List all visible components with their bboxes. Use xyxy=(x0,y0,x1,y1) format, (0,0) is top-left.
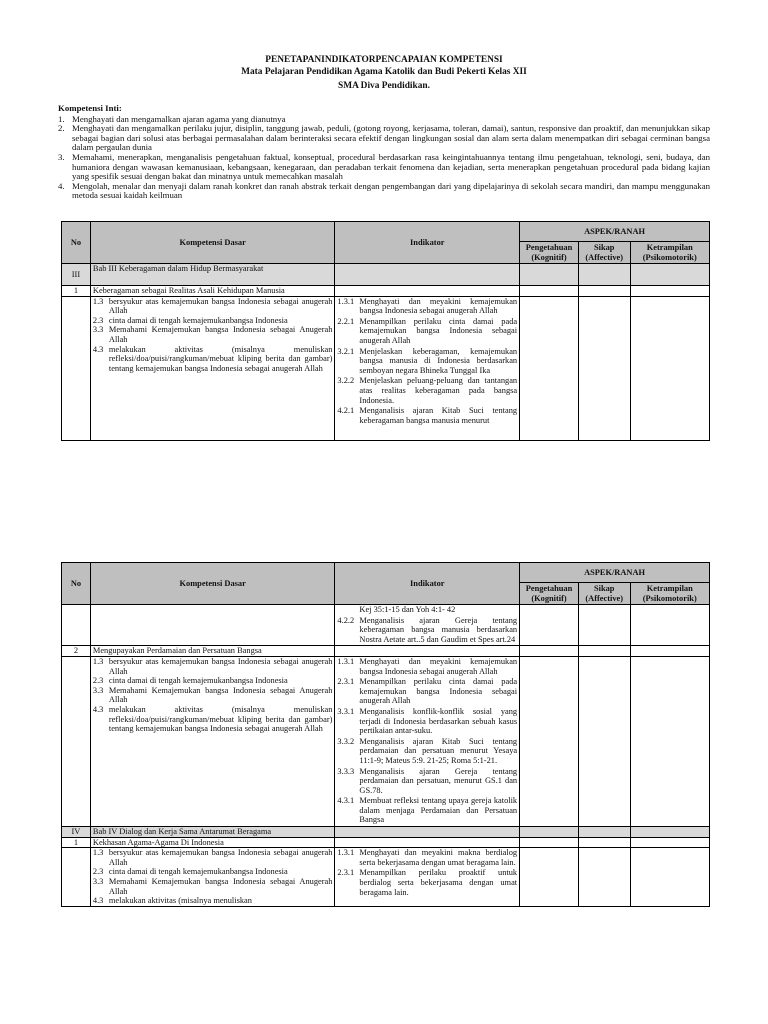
table-row xyxy=(62,296,710,440)
col-header-indikator: Indikator xyxy=(335,222,520,264)
competency-table-2 xyxy=(61,562,710,907)
table-row: 1 Keberagaman sebagai Realitas Asali Kehidupan Manusia xyxy=(62,286,710,297)
table-row: III Bab III Keberagaman dalam Hidup Bermasyarakat xyxy=(62,264,710,286)
col-header-aspek: ASPEK/RANAH xyxy=(520,563,710,583)
document-page xyxy=(58,54,710,201)
col-header-kd: Kompetensi Dasar xyxy=(90,563,335,605)
sub-title: Kekhasan Agama-Agama Di Indonesia xyxy=(90,837,335,848)
col-header-indikator: Indikator xyxy=(335,563,520,605)
col-header-ketrampilan: Ketrampilan (Psikomotorik) xyxy=(630,583,710,605)
bab-title: Bab IV Dialog dan Kerja Sama Antarumat Beragama xyxy=(90,827,335,838)
table-row xyxy=(62,848,710,907)
table-row: IV Bab IV Dialog dan Kerja Sama Antarumat Beragama xyxy=(62,827,710,838)
col-header-no: No xyxy=(62,222,91,264)
header-title: PENETAPANINDIKATORPENCAPAIAN KOMPETENSI xyxy=(265,55,503,65)
col-header-aspek: ASPEK/RANAH xyxy=(520,222,710,242)
header-school: SMA Diva Pendidikan. xyxy=(338,81,430,91)
sub-title: Mengupayakan Perdamaian dan Persatuan Bangsa xyxy=(90,646,335,657)
table-row xyxy=(62,656,710,826)
col-header-no: No xyxy=(62,563,91,605)
table-row: 2 Mengupayakan Perdamaian dan Persatuan Bangsa xyxy=(62,646,710,657)
indikator-cell: 1.3.1 Menghayati dan meyakini kemajemukan bangsa Indonesia sebagai anugerah Allah 2.3.1 Menampilkan perilaku cinta damai pada kemajemukan bangsa Indonesia sebagai anugerah Allah 3.3.1 Menganalisis konflik-konflik sosial yang terjadi di Indonesia berdasarkan sebuah kasus pertikaian antar-suku. 3.3.2 Menganalisis ajaran Kitab Suci tentang perdamaian dan persatuan menurut Yesaya 11:1-9; Mateus 5:9. 21-25; Roma 5:1-21. 3.3.3 Menganalisis ajaran Gereja tentang perdamaian dan persatuan, menurut GS.1 dan GS.78. 4.3.1 Membuat refleksi tentang upaya gereja katolik dalam menjaga Perdamaian dan Persatuan Bangsa xyxy=(335,656,520,826)
col-header-sikap: Sikap (Affective) xyxy=(578,242,630,264)
kd-cell: 1.3 bersyukur atas kemajemukan bangsa Indonesia sebagai anugerah Allah 2.3 cinta damai di tengah kemajemukanbangsa Indonesia 3.3 Memahami Kemajemukan bangsa Indonesia sebagai Anugerah Allah 4.3 melakukan aktivitas (misalnya menuliskan refleksi/doa/puisi/rangkuman/mebuat kliping berita dan gambar) tentang kemajemukan bangsa Indonesia sebagai anugerah Allah xyxy=(90,656,335,826)
bab-title: Bab III Keberagaman dalam Hidup Bermasyarakat xyxy=(90,264,335,286)
ki-item: 3. Memahami, menerapkan, menganalisis pengetahuan faktual, konseptual, procedural berdasarkan rasa keingintahuannya tentang ilmu pengetahuan, teknologi, seni, budaya, dan humaniora dengan wawasan kemanusiaan, kebangsaan, kenegaraan, dan peradaban terkait fenomena dan kejadian, serta menerapkan pengetahuan procedural pada bidang kajian yang spesifik sesuai dengan bakat dan minatnya untuk memecahkan masalah xyxy=(58,151,710,182)
indikator-cell: 1.3.1 Menghayati dan meyakini makna berdialog serta bekerjasama dengan umat beragama lain. 2.3.1 Menampilkan perilaku proaktif untuk berdialog serta bekerjasama dengan umat beragama lain. xyxy=(335,848,520,907)
indikator-cell: 1.3.1 Menghayati dan meyakini kemajemukan bangsa Indonesia sebagai anugerah Allah 2.2.1 Menampilkan perilaku cinta damai pada kemajemukan bangsa Indonesia sebagai anugerah Allah 3.2.1 Menjelaskan keberagaman, kemajemukan bangsa manusia di Indonesia berdasarkan semboyan negara Bhineka Tunggal Ika 3.2.2 Menjelaskan peluang-peluang dan tantangan atas realitas keberagaman pada bangsa Indonesia. 4.2.1 Menganalisis ajaran Kitab Suci tentang keberagaman bangsa manusia menurut xyxy=(335,296,520,440)
ki-item: 4. Mengolah, menalar dan menyaji dalam ranah konkret dan ranah abstrak terkait dengan pengembangan dari yang dipelajarinya di sekolah secara mandiri, dan mampu menggunakan metoda sesuai kaidah keilmuan xyxy=(58,180,710,201)
col-header-kd: Kompetensi Dasar xyxy=(90,222,335,264)
col-header-sikap: Sikap (Affective) xyxy=(578,583,630,605)
table-row: 1 Kekhasan Agama-Agama Di Indonesia xyxy=(62,837,710,848)
kd-cell: 1.3 bersyukur atas kemajemukan bangsa Indonesia sebagai anugerah Allah 2.3 cinta damai di tengah kemajemukanbangsa Indonesia 3.3 Memahami Kemajemukan bangsa Indonesia sebagai Anugerah Allah 4.3 melakukan aktivitas (misalnya menuliskan refleksi/doa/puisi/rangkuman/mebuat kliping berita dan gambar) tentang kemajemukan bangsa Indonesia sebagai anugerah Allah xyxy=(90,296,335,440)
col-header-pengetahuan: Pengetahuan (Kognitif) xyxy=(520,583,579,605)
document-header xyxy=(58,54,710,92)
competency-table-1 xyxy=(61,221,710,441)
kompetensi-inti xyxy=(58,104,710,201)
header-subject: Mata Pelajaran Pendidikan Agama Katolik dan Budi Pekerti Kelas XII xyxy=(241,67,527,77)
kd-cell: 1.3 bersyukur atas kemajemukan bangsa Indonesia sebagai anugerah Allah 2.3 cinta damai di tengah kemajemukanbangsa Indonesia 3.3 Memahami Kemajemukan bangsa Indonesia sebagai Anugerah Allah 4.3 melakukan aktivitas (misalnya menuliskan xyxy=(90,848,335,907)
indikator-cell: Kej 35:1-15 dan Yoh 4:1- 42 4.2.2 Menganalisis ajaran Gereja tentang keberagaman bangsa manusia berdasarkan Nostra Aetate art..5 dan Gaudim et Spes art.24 xyxy=(335,605,520,646)
sub-title: Keberagaman sebagai Realitas Asali Kehidupan Manusia xyxy=(90,286,335,297)
ki-title: Kompetensi Inti: xyxy=(58,103,122,113)
col-header-ketrampilan: Ketrampilan (Psikomotorik) xyxy=(630,242,710,264)
ki-item: 2. Menghayati dan mengamalkan perilaku jujur, disiplin, tanggung jawab, peduli, (gotong royong, kerjasama, toleran, damai), santun, responsive dan proaktif, dan menunjukkan sikap sebagai bagian dari solusi atas berbagai permasalahan dalam berinteraksi secara efektif dengan lingkungan sosial dan alam serta dalam menempatkan diri sebagai cerminan bangsa dalam pergaulan dunia xyxy=(58,123,710,153)
table-row xyxy=(62,605,710,646)
ki-item: 1. Menghayati dan mengamalkan ajaran agama yang dianutnya xyxy=(58,113,286,124)
col-header-pengetahuan: Pengetahuan (Kognitif) xyxy=(520,242,579,264)
